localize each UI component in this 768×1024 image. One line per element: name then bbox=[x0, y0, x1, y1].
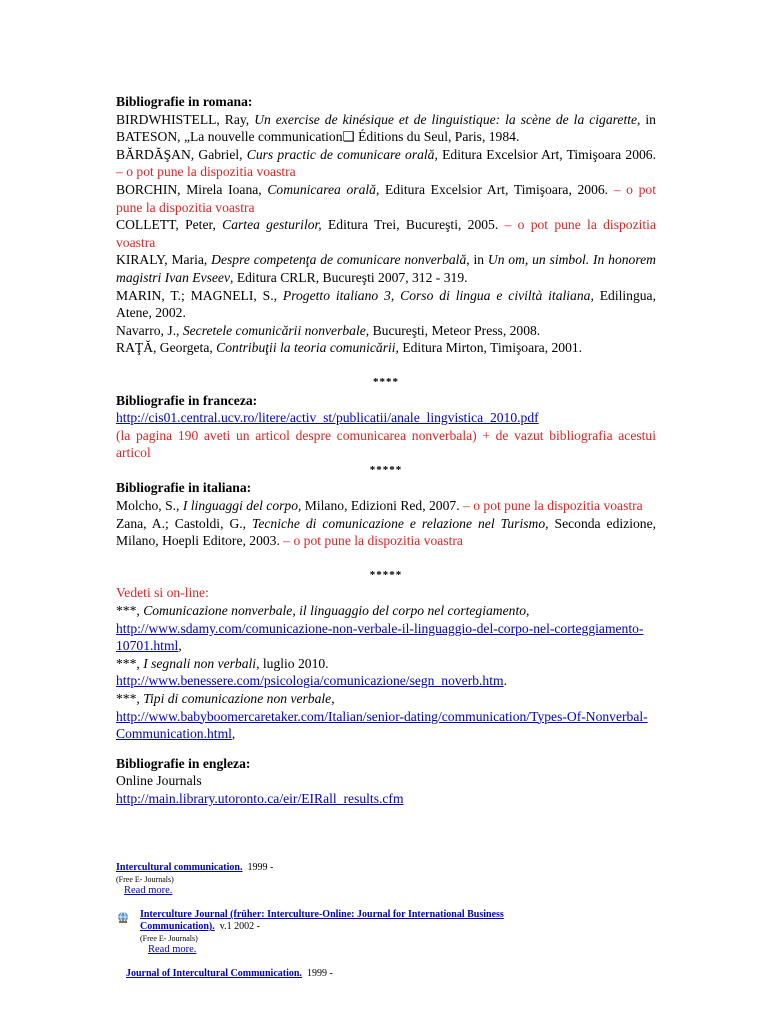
entry-author: BĂRDĂŞAN, Gabriel, bbox=[116, 146, 247, 162]
punctuation: , bbox=[178, 638, 182, 654]
entry-details: , Milano, Edizioni Red, 2007. bbox=[298, 498, 463, 514]
journal-item-1 bbox=[116, 862, 273, 897]
entry-details: , in bbox=[466, 252, 488, 268]
entry-title: I linguaggi del corpo bbox=[182, 498, 298, 514]
entry-author: Zana, A.; Castoldi, G., bbox=[116, 515, 253, 531]
entry-bardasan bbox=[116, 146, 656, 181]
punctuation: , bbox=[231, 726, 236, 742]
heading-romana: Bibliografie in romana: bbox=[116, 94, 253, 109]
link-utoronto[interactable]: http://main.library.utoronto.ca/eir/EIRall_results.cfm bbox=[116, 790, 404, 806]
entry-title: Secretele comunicării nonverbale bbox=[182, 322, 366, 338]
entry-author: Navarro, J., bbox=[116, 322, 183, 338]
availability-note: – o pot pune la dispozitia voastra bbox=[283, 533, 463, 549]
read-more-link[interactable]: Read more. bbox=[124, 885, 173, 896]
punctuation: . bbox=[503, 673, 507, 689]
entry-details: Edilingua, Atene, 2002. bbox=[116, 287, 656, 321]
entry-collett bbox=[116, 216, 656, 251]
entry-molcho bbox=[116, 497, 656, 515]
entry-kiraly bbox=[116, 251, 656, 286]
entry-title: Comunicarea orală bbox=[267, 181, 376, 197]
entry-details: , Editura Excelsior Art, Timişoara, 2006. bbox=[375, 181, 614, 197]
journal-title-link[interactable]: Intercultural communication. bbox=[116, 862, 243, 873]
entry-details: , Editura Excelsior Art, Timişoara 2006. bbox=[434, 146, 656, 162]
entry-title: Tecniche di comunicazione e relazione nel Turismo, bbox=[252, 515, 549, 531]
availability-note: – o pot pune la dispozitia voastra bbox=[116, 164, 296, 180]
entry-title: Curs practic de comunicare orală bbox=[246, 146, 435, 162]
spacer bbox=[116, 743, 656, 755]
entry-author: MARIN, T.; MAGNELI, S., bbox=[116, 287, 283, 303]
entry-author: ***, bbox=[116, 603, 144, 619]
entry-details: Seconda edizione, Milano, Hoepli Editore, 2003. bbox=[116, 515, 656, 549]
entry-title: Comunicazione nonverbale, il linguaggio del corpo nel cortegiamento bbox=[143, 603, 527, 619]
journal-years: 1999 - bbox=[247, 862, 274, 873]
entry-author: BORCHIN, Mirela Ioana, bbox=[116, 181, 268, 197]
entry-author: RAŢĂ, Georgeta, bbox=[116, 340, 217, 356]
availability-note: – o pot pune la dispozitia voastra bbox=[463, 498, 643, 514]
entry-borchin bbox=[116, 181, 656, 216]
online-journals-label: Online Journals bbox=[116, 773, 202, 789]
online-item-3 bbox=[116, 690, 656, 743]
entry-details: Editura Mirton, Timişoara, 2001. bbox=[398, 340, 583, 356]
link-sdamy[interactable]: http://www.sdamy.com/comunicazione-non-verbale-il-linguaggio-del-corpo-nel-corteggiamento-10701.html bbox=[116, 620, 644, 654]
entry-marin bbox=[116, 287, 656, 322]
entry-zana bbox=[116, 515, 656, 550]
journal-note: (Free E- Journals) bbox=[140, 934, 198, 943]
heading-italiana: Bibliografie in italiana: bbox=[116, 480, 252, 496]
entry-rata bbox=[116, 339, 656, 357]
entry-title: Cartea gesturilor, bbox=[222, 217, 322, 233]
spacer bbox=[116, 357, 656, 374]
journal-note: (Free E- Journals) bbox=[116, 875, 174, 884]
entry-title: I segnali non verbali bbox=[143, 655, 257, 671]
entry-details: , Bucureşti, Meteor Press, 2008. bbox=[365, 322, 541, 338]
entry-author: Molcho, S., bbox=[116, 498, 183, 514]
separator-stars: ***** bbox=[369, 463, 403, 476]
engleza-link-line bbox=[116, 790, 656, 808]
online-heading: Vedeti si on-line: bbox=[116, 585, 209, 601]
link-benessere[interactable]: http://www.benessere.com/psicologia/comunicazione/segn_noverb.htm bbox=[116, 673, 504, 689]
journal-title-link[interactable]: Interculture Journal (früher: Interculture-Online: Journal for International Business Communication). bbox=[140, 909, 504, 932]
entry-author: BIRDWHISTELL, Ray, bbox=[116, 111, 255, 127]
external-resource-icon bbox=[116, 910, 130, 924]
online-item-1 bbox=[116, 602, 656, 655]
entry-author: ***, bbox=[116, 691, 144, 706]
online-item-2 bbox=[116, 655, 656, 690]
franceza-link-line bbox=[116, 409, 656, 427]
entry-volume-title: Un om, un simbol. In honorem magistri Ivan Evseev bbox=[116, 252, 656, 285]
journal-item-2 bbox=[140, 909, 580, 956]
entry-details: , luglio 2010. bbox=[256, 655, 329, 671]
entry-navarro bbox=[116, 322, 656, 340]
entry-author: KIRALY, Maria, bbox=[116, 252, 212, 268]
separator-stars: ***** bbox=[369, 568, 403, 581]
journal-item-3 bbox=[126, 968, 333, 980]
entry-details: , bbox=[526, 603, 530, 619]
journal-years: 1999 - bbox=[306, 968, 333, 979]
entry-author: COLLETT, Peter, bbox=[116, 217, 223, 233]
entry-publisher: , Editura CRLR, Bucureşti 2007, 312 - 319. bbox=[230, 269, 468, 285]
entry-title: Progetto italiano 3, Corso di lingua e civiltà italiana, bbox=[282, 287, 594, 303]
separator-stars: **** bbox=[373, 375, 399, 388]
link-babyboomer[interactable]: http://www.babyboomercaretaker.com/Italian/senior-dating/communication/Types-Of-Nonverbal-Communication.html bbox=[116, 708, 648, 742]
entry-author: ***, bbox=[116, 655, 144, 671]
entry-title: Un exercise de kinésique et de linguistique: la scène de la cigarette bbox=[254, 111, 638, 127]
spacer bbox=[116, 550, 656, 567]
entry-birdwhistell bbox=[116, 111, 656, 146]
entry-details: , bbox=[331, 691, 335, 706]
journal-title-link[interactable]: Journal of Intercultural Communication. bbox=[126, 968, 302, 979]
entry-title: Tipi di comunicazione non verbale bbox=[143, 691, 332, 706]
read-more-link[interactable]: Read more. bbox=[148, 944, 197, 955]
journal-years: v.1 2002 - bbox=[219, 921, 260, 932]
bibliography-body bbox=[116, 93, 656, 808]
entry-title: Despre competenţa de comunicare nonverbală bbox=[211, 252, 467, 268]
entry-details: , in BATESON, „La nouvelle communication❑ Éditions du Seul, Paris, 1984. bbox=[116, 111, 656, 145]
availability-note: – o pot pune la dispozitia voastra bbox=[116, 217, 656, 250]
heading-engleza: Bibliografie in engleza: bbox=[116, 755, 251, 771]
entry-details: Editura Trei, Bucureşti, 2005. bbox=[321, 217, 505, 233]
link-anale-lingvistica[interactable]: http://cis01.central.ucv.ro/litere/activ_st/publicatii/anale_lingvistica_2010.pdf bbox=[116, 410, 539, 426]
franceza-note: (la pagina 190 aveti un articol despre comunicarea nonverbala) + de vazut bibliografia acestui articol bbox=[116, 427, 656, 461]
heading-franceza: Bibliografie in franceza: bbox=[116, 392, 258, 408]
entry-title: Contribuţii la teoria comunicării, bbox=[216, 340, 399, 356]
availability-note: – o pot pune la dispozitia voastra bbox=[116, 181, 656, 215]
